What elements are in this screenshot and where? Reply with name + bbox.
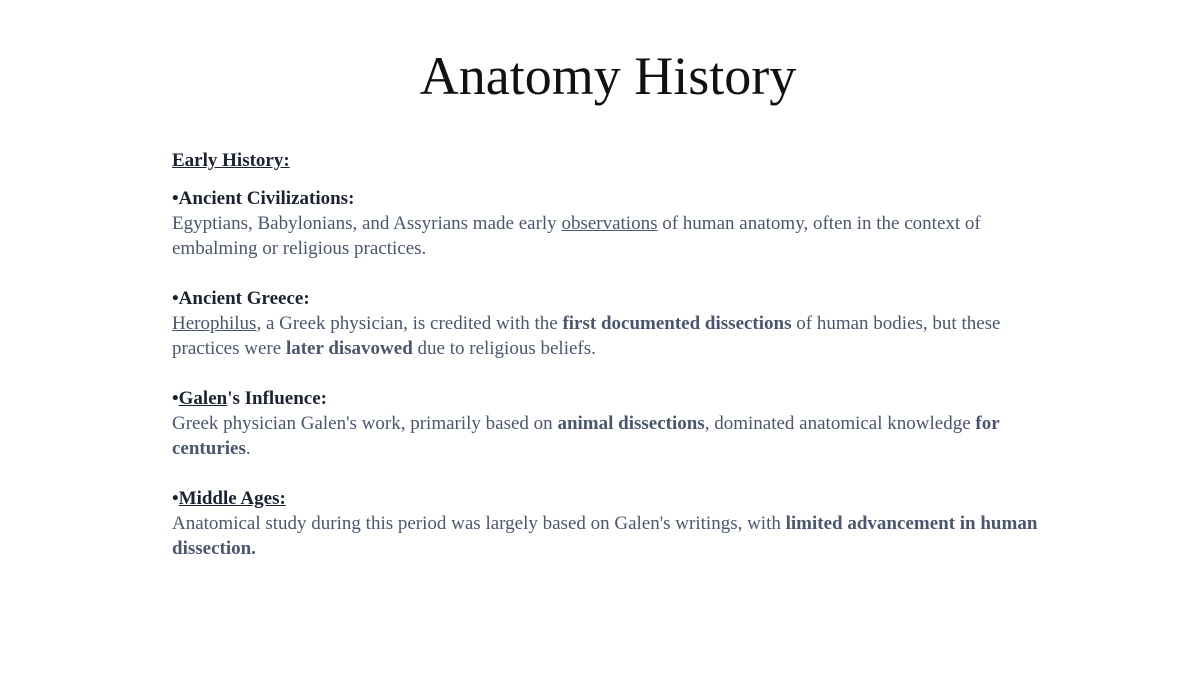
section-title xyxy=(172,286,1042,311)
body-text: Anatomical study during this period was largely based on Galen's writings, with xyxy=(172,513,786,534)
slide-content xyxy=(172,148,1042,586)
middle-ages-link[interactable]: Middle Ages: xyxy=(178,488,286,509)
body-bold-text: for centuries xyxy=(172,413,1000,459)
bullet: • xyxy=(172,388,179,409)
section-galens-influence xyxy=(172,386,1042,461)
body-bold-text: animal dissections xyxy=(557,413,705,434)
section-title xyxy=(172,486,1042,511)
section-body xyxy=(172,411,1042,461)
observations-link[interactable]: observations xyxy=(561,213,658,234)
herophilus-link[interactable]: Herophilus xyxy=(172,313,257,334)
body-bold-text: first documented dissections xyxy=(562,313,792,334)
section-ancient-civilizations xyxy=(172,186,1042,261)
section-heading: Early History: xyxy=(172,150,290,171)
bullet: • xyxy=(172,288,179,309)
section-title-text: 's Influence: xyxy=(227,388,327,409)
section-ancient-greece xyxy=(172,286,1042,361)
slide-title: Anatomy History xyxy=(419,46,797,106)
body-text: of human bodies, but these practices were xyxy=(172,313,1001,359)
body-text: , a Greek physician, is credited with the xyxy=(256,313,563,334)
bullet: • xyxy=(172,488,179,509)
galen-link[interactable]: Galen xyxy=(178,388,228,409)
body-text: due to religious beliefs. xyxy=(412,338,596,359)
body-text: Greek physician Galen's work, primarily based on xyxy=(172,413,558,434)
section-title xyxy=(172,186,1042,211)
section-title xyxy=(172,386,1042,411)
body-text: , dominated anatomical knowledge xyxy=(704,413,976,434)
body-bold-text: limited advancement in human dissection. xyxy=(172,513,1038,559)
body-text: of human anatomy, often in the context of embalming or religious practices. xyxy=(172,213,981,259)
section-body xyxy=(172,211,1042,261)
section-middle-ages xyxy=(172,486,1042,561)
body-bold-text: later disavowed xyxy=(285,338,413,359)
body-text: . xyxy=(245,438,251,459)
section-title-text: Ancient Greece: xyxy=(178,288,310,309)
section-body xyxy=(172,311,1042,361)
section-title-text: Ancient Civilizations: xyxy=(178,188,355,209)
body-text: Egyptians, Babylonians, and Assyrians made early xyxy=(172,213,562,234)
bullet: • xyxy=(172,188,179,209)
section-body xyxy=(172,511,1042,561)
